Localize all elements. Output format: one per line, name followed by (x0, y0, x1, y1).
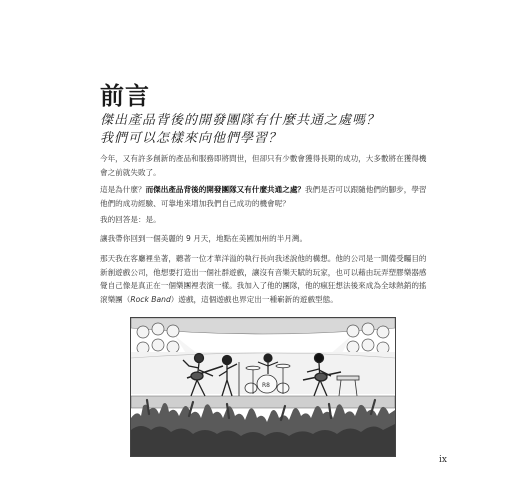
rock-band-concert-illustration (130, 317, 396, 457)
paragraph-5-game-title: Rock Band (130, 294, 171, 304)
paragraph-2-tail: 我們是否可以跟隨他們的腳步，學習他們的成功經驗、可靠地來增加我們自己成功的機會呢？ (100, 185, 427, 208)
paragraph-5 (100, 252, 430, 306)
subtitle-line-2: 我們可以怎樣來向他們學習？ (100, 131, 283, 146)
paragraph-3: 我的回答是：是。 (100, 215, 161, 224)
page-number: ix (439, 455, 447, 465)
concert-illustration-icon (131, 318, 395, 456)
paragraph-2-lead: 這是為什麼？ (100, 185, 146, 194)
subtitle-line-1: 傑出產品背後的開發團隊有什麼共通之處嗎？ (100, 113, 381, 128)
chapter-subtitle (100, 112, 430, 148)
paragraph-2 (100, 183, 430, 210)
paragraph-1: 今年，又有許多創新的產品和服務即將問世，但卻只有少數會獲得長期的成功，大多數將在獲得機會之前就失敗了。 (100, 154, 427, 177)
chapter-title: 前言 (100, 81, 150, 110)
paragraph-4: 讓我帶你回到一個美麗的 9 月天，地點在美國加州的半月灣。 (100, 234, 308, 243)
svg-text:R8: R8 (262, 382, 270, 389)
paragraph-5-tail: ）遊戲，這個遊戲也界定出一種嶄新的遊戲型態。 (170, 294, 338, 304)
paragraph-2-bold-question: 而傑出產品背後的開發團隊又有什麼共通之處？ (145, 185, 306, 194)
paragraph-5-lead: 那天我在客廳裡坐著，聽著一位才華洋溢的執行長向我述說他的構想。他的公司是一間備受矚目的新創遊戲公司，他想要打造出一個社群遊戲，讓沒有音樂天賦的玩家，也可以藉由玩弄塑膠樂器感覺自己像是真正在一個樂團裡表演一樣。我加入了他的團隊，他的瘋狂想法後來成為全球熱銷的搖滾樂團（ (100, 254, 427, 304)
